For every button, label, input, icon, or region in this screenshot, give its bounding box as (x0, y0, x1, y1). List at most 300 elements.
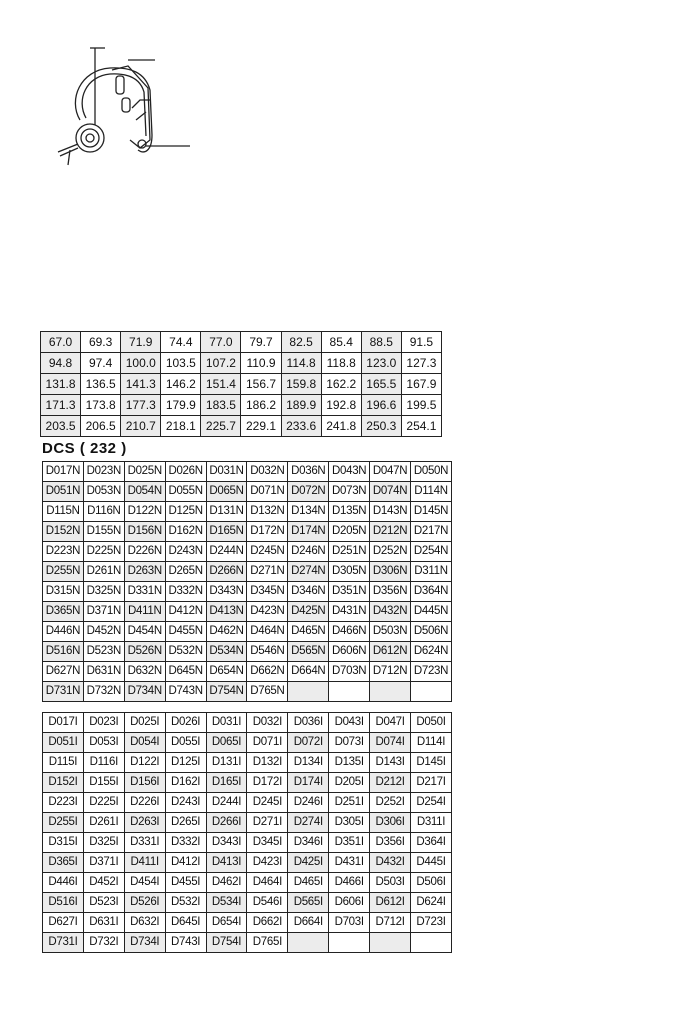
dcs-cell: D664N (288, 662, 329, 682)
dcs-cell: D251I (329, 793, 370, 813)
ctcss-cell: 162.2 (321, 374, 361, 395)
ctcss-cell: 67.0 (41, 332, 81, 353)
dcs-cell: D152I (43, 773, 84, 793)
dcs-row (43, 813, 452, 833)
ctcss-cell: 123.0 (361, 353, 401, 374)
dcs-cell: D662N (247, 662, 288, 682)
dcs-cell: D266I (206, 813, 247, 833)
ctcss-cell: 85.4 (321, 332, 361, 353)
dcs-cell: D411N (124, 602, 165, 622)
dcs-cell: D031I (206, 713, 247, 733)
ctcss-tone-table (40, 331, 442, 437)
dcs-cell: D053N (83, 482, 124, 502)
dcs-cell: D116I (83, 753, 124, 773)
dcs-cell: D311N (411, 562, 452, 582)
dcs-cell: D364N (411, 582, 452, 602)
dcs-cell: D032I (247, 713, 288, 733)
dcs-cell: D526I (124, 893, 165, 913)
dcs-cell: D411I (124, 853, 165, 873)
dcs-cell: D252I (370, 793, 411, 813)
dcs-row (43, 542, 452, 562)
dcs-cell: D054N (124, 482, 165, 502)
dcs-cell: D073I (329, 733, 370, 753)
dcs-cell: D356N (370, 582, 411, 602)
ctcss-cell: 100.0 (121, 353, 161, 374)
dcs-cell: D017N (43, 462, 84, 482)
dcs-cell: D425I (288, 853, 329, 873)
dcs-cell: D251N (329, 542, 370, 562)
dcs-cell: D226N (124, 542, 165, 562)
dcs-cell: D732N (83, 682, 124, 702)
ctcss-cell: 177.3 (121, 395, 161, 416)
dcs-cell: D351I (329, 833, 370, 853)
dcs-cell: D051I (43, 733, 84, 753)
dcs-cell: D315N (43, 582, 84, 602)
dcs-row (43, 753, 452, 773)
dcs-title: DCS ( 232 ) (42, 440, 127, 457)
dcs-cell: D073N (329, 482, 370, 502)
dcs-cell: D223N (43, 542, 84, 562)
dcs-cell: D055N (165, 482, 206, 502)
ctcss-cell: 183.5 (201, 395, 241, 416)
dcs-cell: D612I (370, 893, 411, 913)
dcs-cell: D462I (206, 873, 247, 893)
dcs-cell: D331I (124, 833, 165, 853)
dcs-cell: D412N (165, 602, 206, 622)
dcs-cell: D053I (83, 733, 124, 753)
dcs-cell: D311I (411, 813, 452, 833)
ctcss-row (41, 353, 442, 374)
dcs-cell: D050N (411, 462, 452, 482)
dcs-cell: D131N (206, 502, 247, 522)
dcs-cell: D115I (43, 753, 84, 773)
dcs-cell: D345N (247, 582, 288, 602)
dcs-cell: D051N (43, 482, 84, 502)
dcs-row (43, 562, 452, 582)
dcs-cell: D252N (370, 542, 411, 562)
dcs-cell: D462N (206, 622, 247, 642)
ctcss-cell: 165.5 (361, 374, 401, 395)
dcs-cell: D452N (83, 622, 124, 642)
dcs-cell: D125I (165, 753, 206, 773)
dcs-cell: D743N (165, 682, 206, 702)
ctcss-cell: 103.5 (161, 353, 201, 374)
dcs-cell: D072N (288, 482, 329, 502)
dcs-cell: D627N (43, 662, 84, 682)
dcs-cell: D305N (329, 562, 370, 582)
dcs-cell: D624I (411, 893, 452, 913)
dcs-cell: D532N (165, 642, 206, 662)
dcs-cell: D734I (124, 933, 165, 953)
dcs-cell: D712N (370, 662, 411, 682)
dcs-cell: D734N (124, 682, 165, 702)
dcs-cell: D025I (124, 713, 165, 733)
dcs-cell: D624N (411, 642, 452, 662)
dcs-cell: D254N (411, 542, 452, 562)
dcs-cell: D246I (288, 793, 329, 813)
dcs-cell: D165N (206, 522, 247, 542)
ctcss-cell: 229.1 (241, 416, 281, 437)
ctcss-cell: 118.8 (321, 353, 361, 374)
dcs-cell: D244I (206, 793, 247, 813)
dcs-cell: D546N (247, 642, 288, 662)
dcs-cell: D306N (370, 562, 411, 582)
dcs-cell: D036I (288, 713, 329, 733)
dcs-row (43, 482, 452, 502)
dcs-cell: D645N (165, 662, 206, 682)
ctcss-cell: 171.3 (41, 395, 81, 416)
ctcss-cell: 127.3 (401, 353, 441, 374)
dcs-cell: D332N (165, 582, 206, 602)
dcs-cell: D143N (370, 502, 411, 522)
dcs-cell: D072I (288, 733, 329, 753)
dcs-normal-table (42, 461, 452, 702)
dcs-cell: D413I (206, 853, 247, 873)
dcs-cell: D503N (370, 622, 411, 642)
dcs-cell: D032N (247, 462, 288, 482)
dcs-cell: D261I (83, 813, 124, 833)
dcs-cell: D263N (124, 562, 165, 582)
dcs-cell: D627I (43, 913, 84, 933)
dcs-cell: D036N (288, 462, 329, 482)
dcs-row (43, 853, 452, 873)
dcs-cell: D162I (165, 773, 206, 793)
dcs-cell: D047I (370, 713, 411, 733)
dcs-cell: D244N (206, 542, 247, 562)
dcs-cell: D265N (165, 562, 206, 582)
dcs-cell: D043N (329, 462, 370, 482)
ctcss-cell: 79.7 (241, 332, 281, 353)
headset-earpiece-icon (50, 40, 210, 170)
dcs-cell (329, 933, 370, 953)
dcs-cell: D026N (165, 462, 206, 482)
ctcss-row (41, 395, 442, 416)
dcs-cell: D143I (370, 753, 411, 773)
dcs-cell: D115N (43, 502, 84, 522)
dcs-row (43, 642, 452, 662)
dcs-cell: D325I (83, 833, 124, 853)
dcs-cell: D346N (288, 582, 329, 602)
dcs-cell: D452I (83, 873, 124, 893)
dcs-cell: D432N (370, 602, 411, 622)
dcs-cell: D364I (411, 833, 452, 853)
dcs-cell: D071I (247, 733, 288, 753)
dcs-cell: D765I (247, 933, 288, 953)
dcs-cell: D632I (124, 913, 165, 933)
dcs-cell: D356I (370, 833, 411, 853)
dcs-cell: D645I (165, 913, 206, 933)
dcs-cell (329, 682, 370, 702)
dcs-cell: D305I (329, 813, 370, 833)
dcs-inverted-table (42, 712, 452, 953)
dcs-cell: D371N (83, 602, 124, 622)
dcs-cell: D145N (411, 502, 452, 522)
dcs-cell: D031N (206, 462, 247, 482)
dcs-row (43, 582, 452, 602)
dcs-cell: D255N (43, 562, 84, 582)
ctcss-cell: 210.7 (121, 416, 161, 437)
dcs-cell: D223I (43, 793, 84, 813)
dcs-cell: D050I (411, 713, 452, 733)
ctcss-cell: 189.9 (281, 395, 321, 416)
dcs-cell: D245N (247, 542, 288, 562)
dcs-cell: D217N (411, 522, 452, 542)
dcs-cell: D516I (43, 893, 84, 913)
ctcss-cell: 151.4 (201, 374, 241, 395)
dcs-cell: D325N (83, 582, 124, 602)
dcs-cell: D612N (370, 642, 411, 662)
dcs-cell: D423N (247, 602, 288, 622)
ctcss-cell: 196.6 (361, 395, 401, 416)
dcs-cell: D466N (329, 622, 370, 642)
dcs-cell: D055I (165, 733, 206, 753)
dcs-cell: D754N (206, 682, 247, 702)
dcs-cell (288, 933, 329, 953)
dcs-cell: D162N (165, 522, 206, 542)
dcs-row (43, 462, 452, 482)
ctcss-cell: 131.8 (41, 374, 81, 395)
dcs-cell: D431N (329, 602, 370, 622)
dcs-cell: D074I (370, 733, 411, 753)
ctcss-cell: 77.0 (201, 332, 241, 353)
dcs-cell: D454I (124, 873, 165, 893)
dcs-row (43, 502, 452, 522)
dcs-cell: D731N (43, 682, 84, 702)
ctcss-cell: 82.5 (281, 332, 321, 353)
ctcss-cell: 141.3 (121, 374, 161, 395)
dcs-cell: D365N (43, 602, 84, 622)
dcs-cell: D523I (83, 893, 124, 913)
dcs-cell: D631I (83, 913, 124, 933)
dcs-cell: D025N (124, 462, 165, 482)
dcs-cell: D212I (370, 773, 411, 793)
dcs-cell: D266N (206, 562, 247, 582)
dcs-cell: D412I (165, 853, 206, 873)
dcs-row (43, 733, 452, 753)
ctcss-cell: 179.9 (161, 395, 201, 416)
dcs-cell: D346I (288, 833, 329, 853)
ctcss-cell: 114.8 (281, 353, 321, 374)
dcs-cell: D306I (370, 813, 411, 833)
ctcss-cell: 156.7 (241, 374, 281, 395)
dcs-cell: D731I (43, 933, 84, 953)
dcs-cell: D156N (124, 522, 165, 542)
dcs-cell: D145I (411, 753, 452, 773)
dcs-cell: D116N (83, 502, 124, 522)
dcs-cell: D565I (288, 893, 329, 913)
ctcss-row (41, 332, 442, 353)
ctcss-cell: 241.8 (321, 416, 361, 437)
dcs-cell: D217I (411, 773, 452, 793)
dcs-cell: D152N (43, 522, 84, 542)
dcs-cell: D134I (288, 753, 329, 773)
ctcss-cell: 250.3 (361, 416, 401, 437)
dcs-cell: D365I (43, 853, 84, 873)
dcs-row (43, 793, 452, 813)
dcs-cell: D263I (124, 813, 165, 833)
dcs-cell: D265I (165, 813, 206, 833)
dcs-cell: D454N (124, 622, 165, 642)
dcs-cell: D172N (247, 522, 288, 542)
dcs-cell: D351N (329, 582, 370, 602)
dcs-cell: D703I (329, 913, 370, 933)
dcs-cell (370, 933, 411, 953)
dcs-cell: D466I (329, 873, 370, 893)
dcs-cell: D212N (370, 522, 411, 542)
dcs-cell: D743I (165, 933, 206, 953)
dcs-cell: D455I (165, 873, 206, 893)
ctcss-cell: 199.5 (401, 395, 441, 416)
dcs-cell: D132N (247, 502, 288, 522)
dcs-row (43, 773, 452, 793)
dcs-cell: D534I (206, 893, 247, 913)
dcs-cell: D245I (247, 793, 288, 813)
dcs-cell: D122I (124, 753, 165, 773)
dcs-cell: D506I (411, 873, 452, 893)
dcs-cell: D017I (43, 713, 84, 733)
ctcss-cell: 203.5 (41, 416, 81, 437)
dcs-cell: D332I (165, 833, 206, 853)
dcs-cell: D703N (329, 662, 370, 682)
dcs-cell: D465N (288, 622, 329, 642)
dcs-cell: D546I (247, 893, 288, 913)
dcs-cell: D047N (370, 462, 411, 482)
dcs-cell: D371I (83, 853, 124, 873)
ctcss-cell: 91.5 (401, 332, 441, 353)
dcs-cell: D271I (247, 813, 288, 833)
dcs-cell: D174I (288, 773, 329, 793)
dcs-cell: D271N (247, 562, 288, 582)
dcs-cell: D662I (247, 913, 288, 933)
ctcss-cell: 69.3 (81, 332, 121, 353)
dcs-cell: D155N (83, 522, 124, 542)
dcs-cell: D135N (329, 502, 370, 522)
dcs-cell: D723I (411, 913, 452, 933)
dcs-cell: D431I (329, 853, 370, 873)
dcs-cell: D255I (43, 813, 84, 833)
dcs-cell: D122N (124, 502, 165, 522)
dcs-cell: D465I (288, 873, 329, 893)
dcs-cell: D023N (83, 462, 124, 482)
dcs-cell: D071N (247, 482, 288, 502)
dcs-cell: D243I (165, 793, 206, 813)
dcs-cell: D534N (206, 642, 247, 662)
ctcss-row (41, 416, 442, 437)
dcs-cell: D043I (329, 713, 370, 733)
ctcss-cell: 74.4 (161, 332, 201, 353)
dcs-cell: D606N (329, 642, 370, 662)
dcs-cell: D503I (370, 873, 411, 893)
ctcss-row (41, 374, 442, 395)
dcs-cell: D205N (329, 522, 370, 542)
dcs-cell: D135I (329, 753, 370, 773)
dcs-cell: D315I (43, 833, 84, 853)
dcs-cell: D523N (83, 642, 124, 662)
dcs-cell: D345I (247, 833, 288, 853)
ctcss-cell: 107.2 (201, 353, 241, 374)
dcs-cell: D254I (411, 793, 452, 813)
dcs-row (43, 602, 452, 622)
ctcss-cell: 94.8 (41, 353, 81, 374)
dcs-cell: D765N (247, 682, 288, 702)
dcs-cell: D432I (370, 853, 411, 873)
dcs-cell: D114I (411, 733, 452, 753)
dcs-cell: D723N (411, 662, 452, 682)
dcs-cell (288, 682, 329, 702)
dcs-cell (411, 933, 452, 953)
dcs-cell: D165I (206, 773, 247, 793)
dcs-cell: D606I (329, 893, 370, 913)
dcs-row (43, 682, 452, 702)
ctcss-cell: 186.2 (241, 395, 281, 416)
dcs-cell: D155I (83, 773, 124, 793)
dcs-cell: D532I (165, 893, 206, 913)
dcs-cell: D565N (288, 642, 329, 662)
dcs-cell: D331N (124, 582, 165, 602)
dcs-cell: D654I (206, 913, 247, 933)
dcs-cell: D156I (124, 773, 165, 793)
dcs-cell: D445I (411, 853, 452, 873)
dcs-cell: D445N (411, 602, 452, 622)
ctcss-cell: 136.5 (81, 374, 121, 395)
dcs-cell: D464N (247, 622, 288, 642)
dcs-cell (370, 682, 411, 702)
dcs-cell: D455N (165, 622, 206, 642)
ctcss-cell: 254.1 (401, 416, 441, 437)
ctcss-cell: 167.9 (401, 374, 441, 395)
dcs-cell: D631N (83, 662, 124, 682)
dcs-cell: D632N (124, 662, 165, 682)
dcs-cell: D343I (206, 833, 247, 853)
dcs-cell: D732I (83, 933, 124, 953)
dcs-cell: D131I (206, 753, 247, 773)
ctcss-cell: 225.7 (201, 416, 241, 437)
ctcss-cell: 146.2 (161, 374, 201, 395)
dcs-cell: D446I (43, 873, 84, 893)
dcs-cell: D065N (206, 482, 247, 502)
dcs-row (43, 873, 452, 893)
dcs-cell: D526N (124, 642, 165, 662)
dcs-cell: D134N (288, 502, 329, 522)
dcs-cell: D174N (288, 522, 329, 542)
ctcss-cell: 218.1 (161, 416, 201, 437)
dcs-cell: D446N (43, 622, 84, 642)
dcs-cell: D246N (288, 542, 329, 562)
dcs-cell: D226I (124, 793, 165, 813)
dcs-row (43, 662, 452, 682)
dcs-row (43, 622, 452, 642)
ctcss-cell: 88.5 (361, 332, 401, 353)
dcs-cell: D065I (206, 733, 247, 753)
dcs-cell: D712I (370, 913, 411, 933)
ctcss-cell: 110.9 (241, 353, 281, 374)
dcs-cell: D114N (411, 482, 452, 502)
ctcss-cell: 173.8 (81, 395, 121, 416)
dcs-cell: D274I (288, 813, 329, 833)
dcs-cell: D026I (165, 713, 206, 733)
dcs-cell: D023I (83, 713, 124, 733)
ctcss-cell: 97.4 (81, 353, 121, 374)
dcs-cell: D172I (247, 773, 288, 793)
dcs-row (43, 522, 452, 542)
dcs-cell: D243N (165, 542, 206, 562)
dcs-cell: D464I (247, 873, 288, 893)
dcs-cell: D516N (43, 642, 84, 662)
dcs-cell: D654N (206, 662, 247, 682)
ctcss-cell: 159.8 (281, 374, 321, 395)
dcs-cell: D054I (124, 733, 165, 753)
dcs-row (43, 933, 452, 953)
